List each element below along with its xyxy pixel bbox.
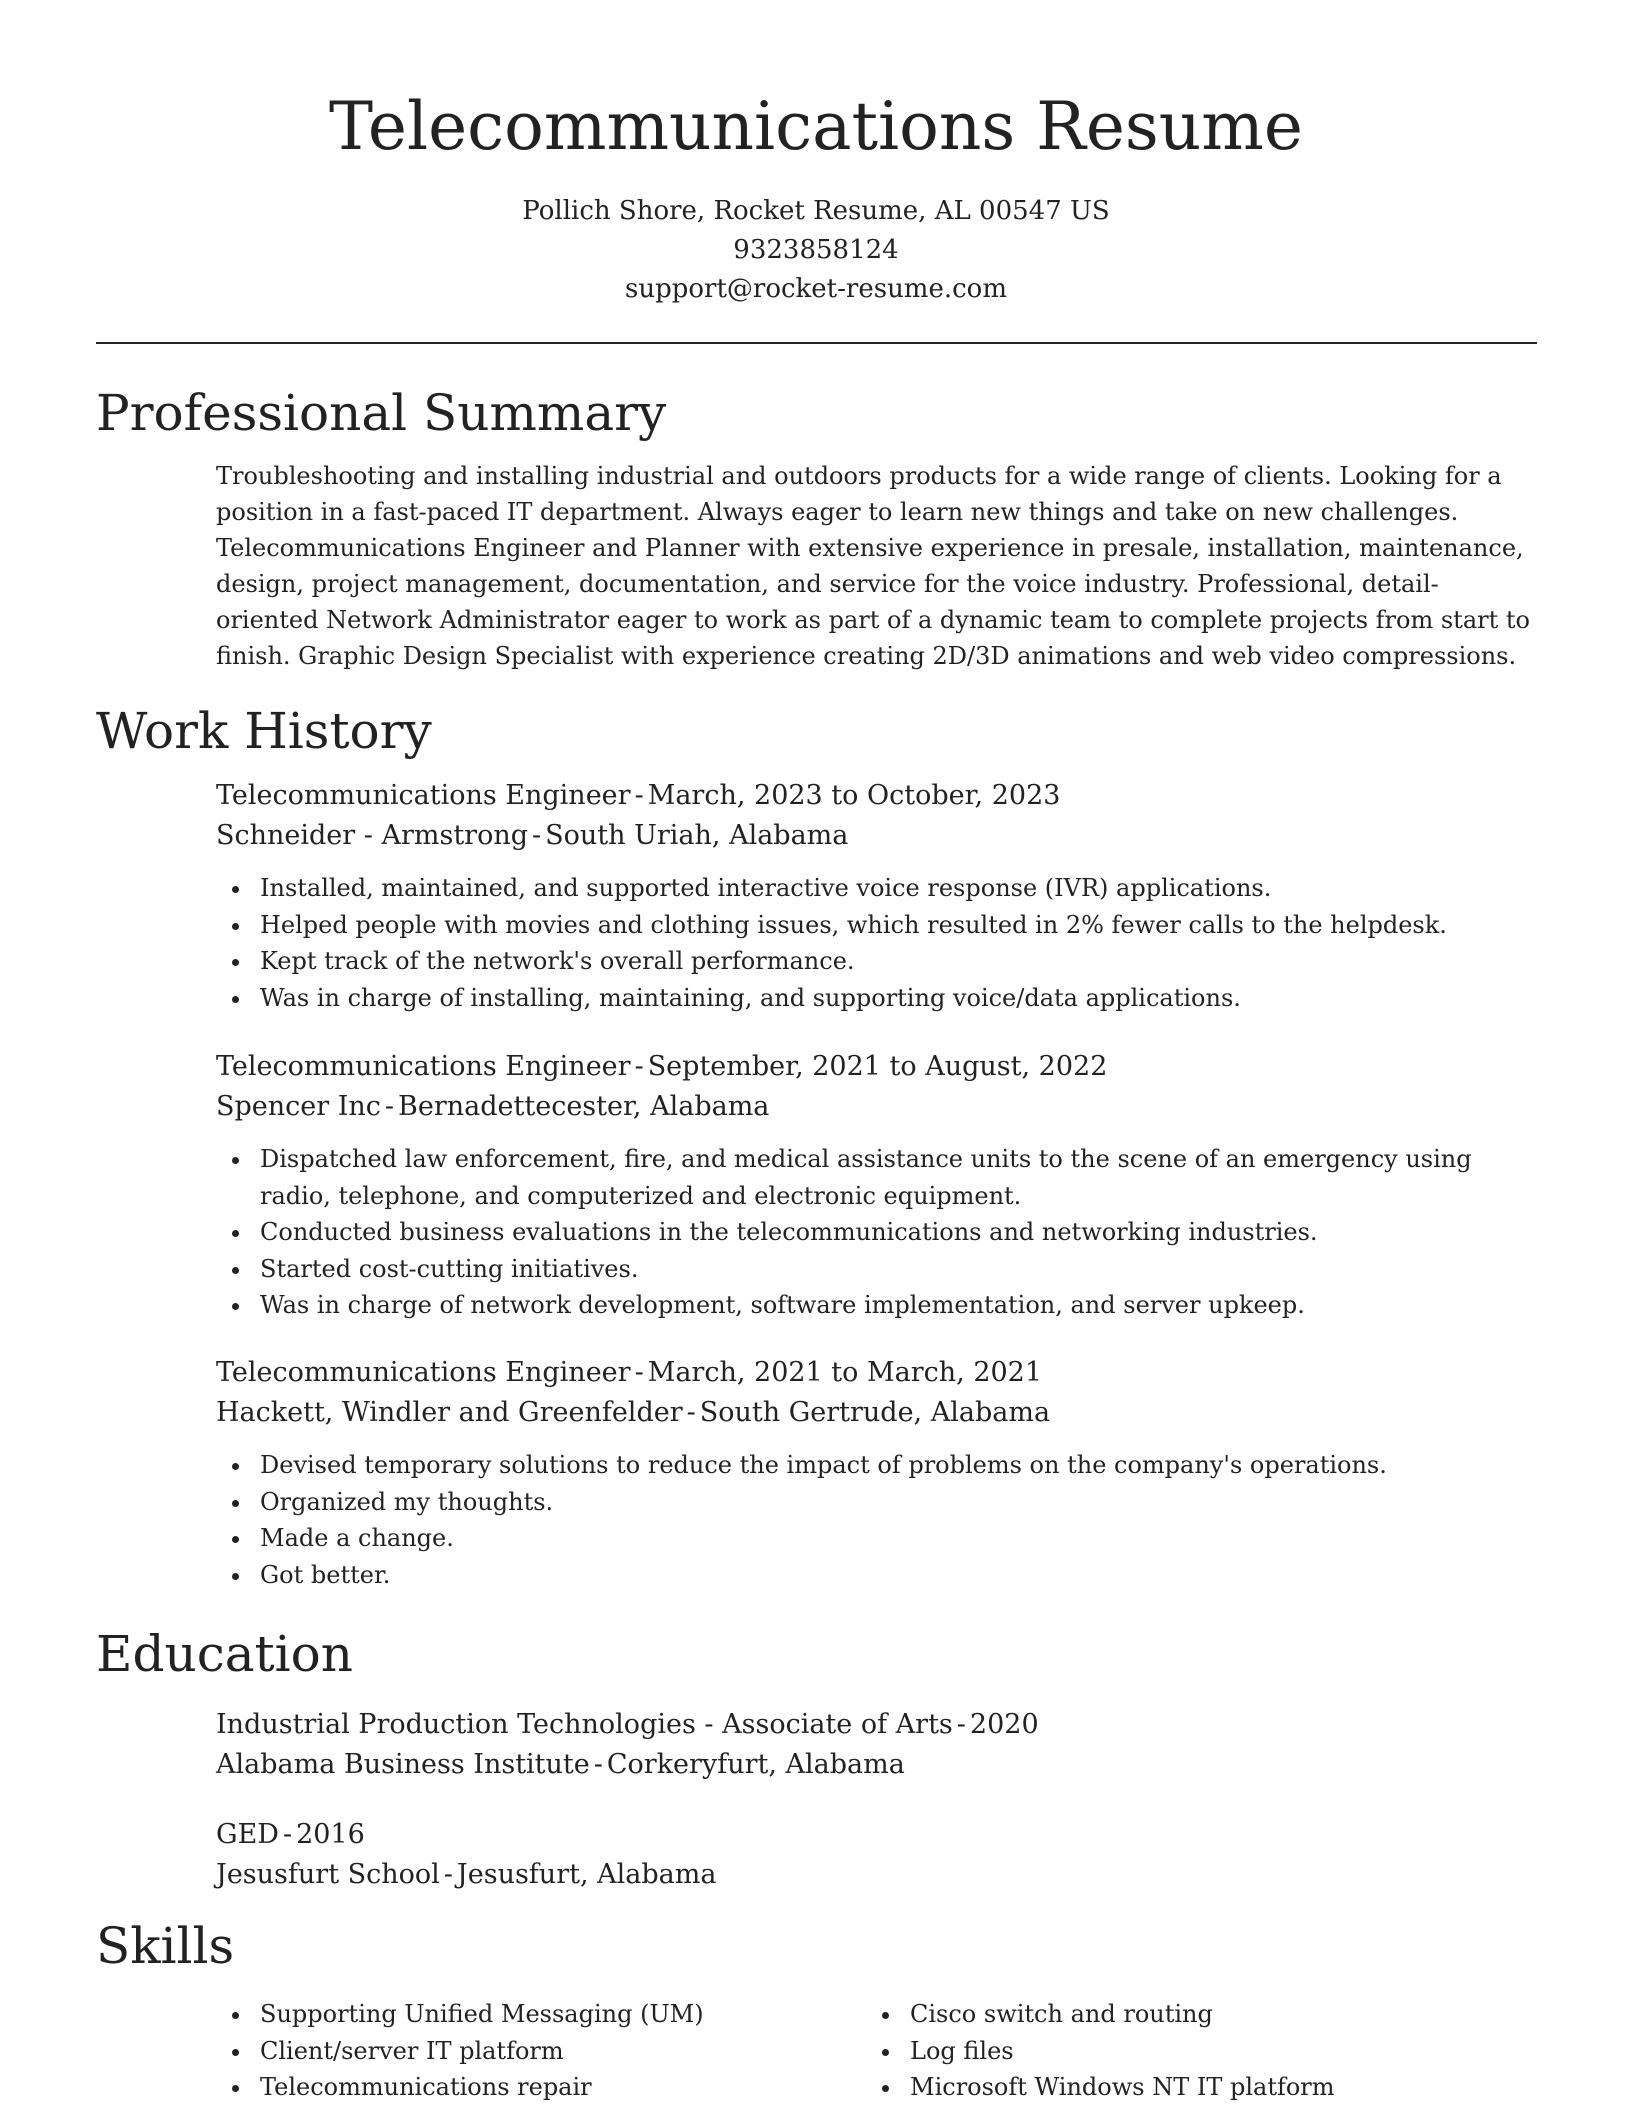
list-item: Supporting Unified Messaging (UM): [216, 1996, 856, 2033]
section-title-education: Education: [96, 1625, 353, 1683]
section-title-skills: Skills: [96, 1917, 235, 1975]
separator-dash: -: [956, 1709, 966, 1740]
list-item: Was in charge of installing, maintaining, and supporting voice/data applications.: [216, 980, 1534, 1017]
job-company-line: [216, 1087, 1534, 1127]
header-divider: [96, 342, 1537, 344]
job-location: South Uriah, Alabama: [545, 820, 849, 851]
summary-text: Troubleshooting and installing industrial and outdoors products for a wide range of clients. Looking for a position in a fast-paced IT department. Always eager to learn new things and take on new challenges. Telecommunications Engineer and Planner with extensive experience in presale, installation, maintenance, design, project management, documentation, and service for the voice industry. Professional, detail-oriented Network Administrator eager to work as part of a dynamic team to complete projects from start to finish. Graphic Design Specialist with experience creating 2D/3D animations and web video compressions.: [216, 462, 1530, 670]
education-entry: [216, 1815, 1534, 1895]
section-title-summary: Professional Summary: [96, 384, 667, 442]
list-item: Kept track of the network's overall performance.: [216, 943, 1534, 980]
job-role: Telecommunications Engineer: [216, 780, 631, 811]
education-year: 2016: [296, 1819, 365, 1850]
list-item: Got better.: [216, 1557, 1534, 1594]
list-item: Devised temporary solutions to reduce the impact of problems on the company's operations.: [216, 1447, 1534, 1484]
list-item: Helped people with movies and clothing issues, which resulted in 2% fewer calls to the helpdesk.: [216, 907, 1534, 944]
job-dates: March, 2023 to October, 2023: [647, 780, 1061, 811]
job-company-line: [216, 1393, 1534, 1433]
contact-email: support@rocket-resume.com: [624, 274, 1007, 304]
list-item: Microsoft Windows NT IT platform: [866, 2069, 1506, 2106]
education-location: Corkeryfurt, Alabama: [606, 1749, 905, 1780]
separator-dash: -: [282, 1819, 293, 1850]
list-item: Made a change.: [216, 1520, 1534, 1557]
job-title-line: [216, 1047, 1534, 1087]
job-entry: [216, 776, 1534, 1016]
job-role: Telecommunications Engineer: [216, 1357, 631, 1388]
separator-dash: -: [634, 780, 644, 811]
separator-dash: -: [593, 1749, 603, 1780]
list-item: Cisco switch and routing: [866, 1996, 1506, 2033]
separator-dash: -: [634, 1051, 644, 1082]
education-degree-line: [216, 1815, 1534, 1855]
list-item: Conducted business evaluations in the telecommunications and networking industries.: [216, 1214, 1534, 1251]
skills-list-right: [866, 1996, 1506, 2106]
job-bullets: [216, 870, 1534, 1016]
job-role: Telecommunications Engineer: [216, 1051, 631, 1082]
list-item: Was in charge of network development, software implementation, and server upkeep.: [216, 1287, 1534, 1324]
list-item: Dispatched law enforcement, fire, and medical assistance units to the scene of an emergency using radio, telephone, and computerized and electronic equipment.: [216, 1141, 1534, 1214]
education-school: Jesusfurt School: [216, 1859, 440, 1890]
education-year: 2020: [969, 1709, 1039, 1740]
education-location: Jesusfurt, Alabama: [456, 1859, 717, 1890]
list-item: Client/server IT platform: [216, 2033, 856, 2070]
job-company: Schneider - Armstrong: [216, 820, 529, 851]
resume-title: Telecommunications Resume: [329, 88, 1303, 165]
list-item: Telecommunications repair: [216, 2069, 856, 2106]
job-bullets: [216, 1141, 1534, 1324]
job-title-line: [216, 776, 1534, 816]
education-degree-line: [216, 1705, 1534, 1745]
job-entry: [216, 1353, 1534, 1593]
job-location: South Gertrude, Alabama: [699, 1397, 1051, 1428]
job-company: Hackett, Windler and Greenfelder: [216, 1397, 683, 1428]
job-location: Bernadettecester, Alabama: [398, 1091, 770, 1122]
job-company-line: [216, 816, 1534, 856]
education-entry: [216, 1705, 1534, 1785]
contact-info: [0, 192, 1632, 309]
contact-address: Pollich Shore, Rocket Resume, AL 00547 US: [522, 196, 1110, 226]
education-school: Alabama Business Institute: [216, 1749, 590, 1780]
separator-dash: -: [634, 1357, 644, 1388]
section-title-work-history: Work History: [96, 702, 432, 760]
list-item: Log files: [866, 2033, 1506, 2070]
job-title-line: [216, 1353, 1534, 1393]
education-degree: GED: [216, 1819, 279, 1850]
job-entry: [216, 1047, 1534, 1324]
list-item: Started cost-cutting initiatives.: [216, 1251, 1534, 1288]
list-item: Organized my thoughts.: [216, 1484, 1534, 1521]
list-item: Installed, maintained, and supported interactive voice response (IVR) applications.: [216, 870, 1534, 907]
education-school-line: [216, 1745, 1534, 1785]
separator-dash: -: [443, 1859, 453, 1890]
separator-dash: -: [384, 1091, 395, 1122]
job-dates: March, 2021 to March, 2021: [647, 1357, 1043, 1388]
education-degree: Industrial Production Technologies - Associate of Arts: [216, 1709, 953, 1740]
skills-list-left: [216, 1996, 856, 2106]
job-dates: September, 2021 to August, 2022: [647, 1051, 1108, 1082]
separator-dash: -: [532, 820, 542, 851]
contact-phone: 9323858124: [733, 235, 899, 265]
job-company: Spencer Inc: [216, 1091, 381, 1122]
education-school-line: [216, 1855, 1534, 1895]
job-bullets: [216, 1447, 1534, 1593]
separator-dash: -: [686, 1397, 696, 1428]
